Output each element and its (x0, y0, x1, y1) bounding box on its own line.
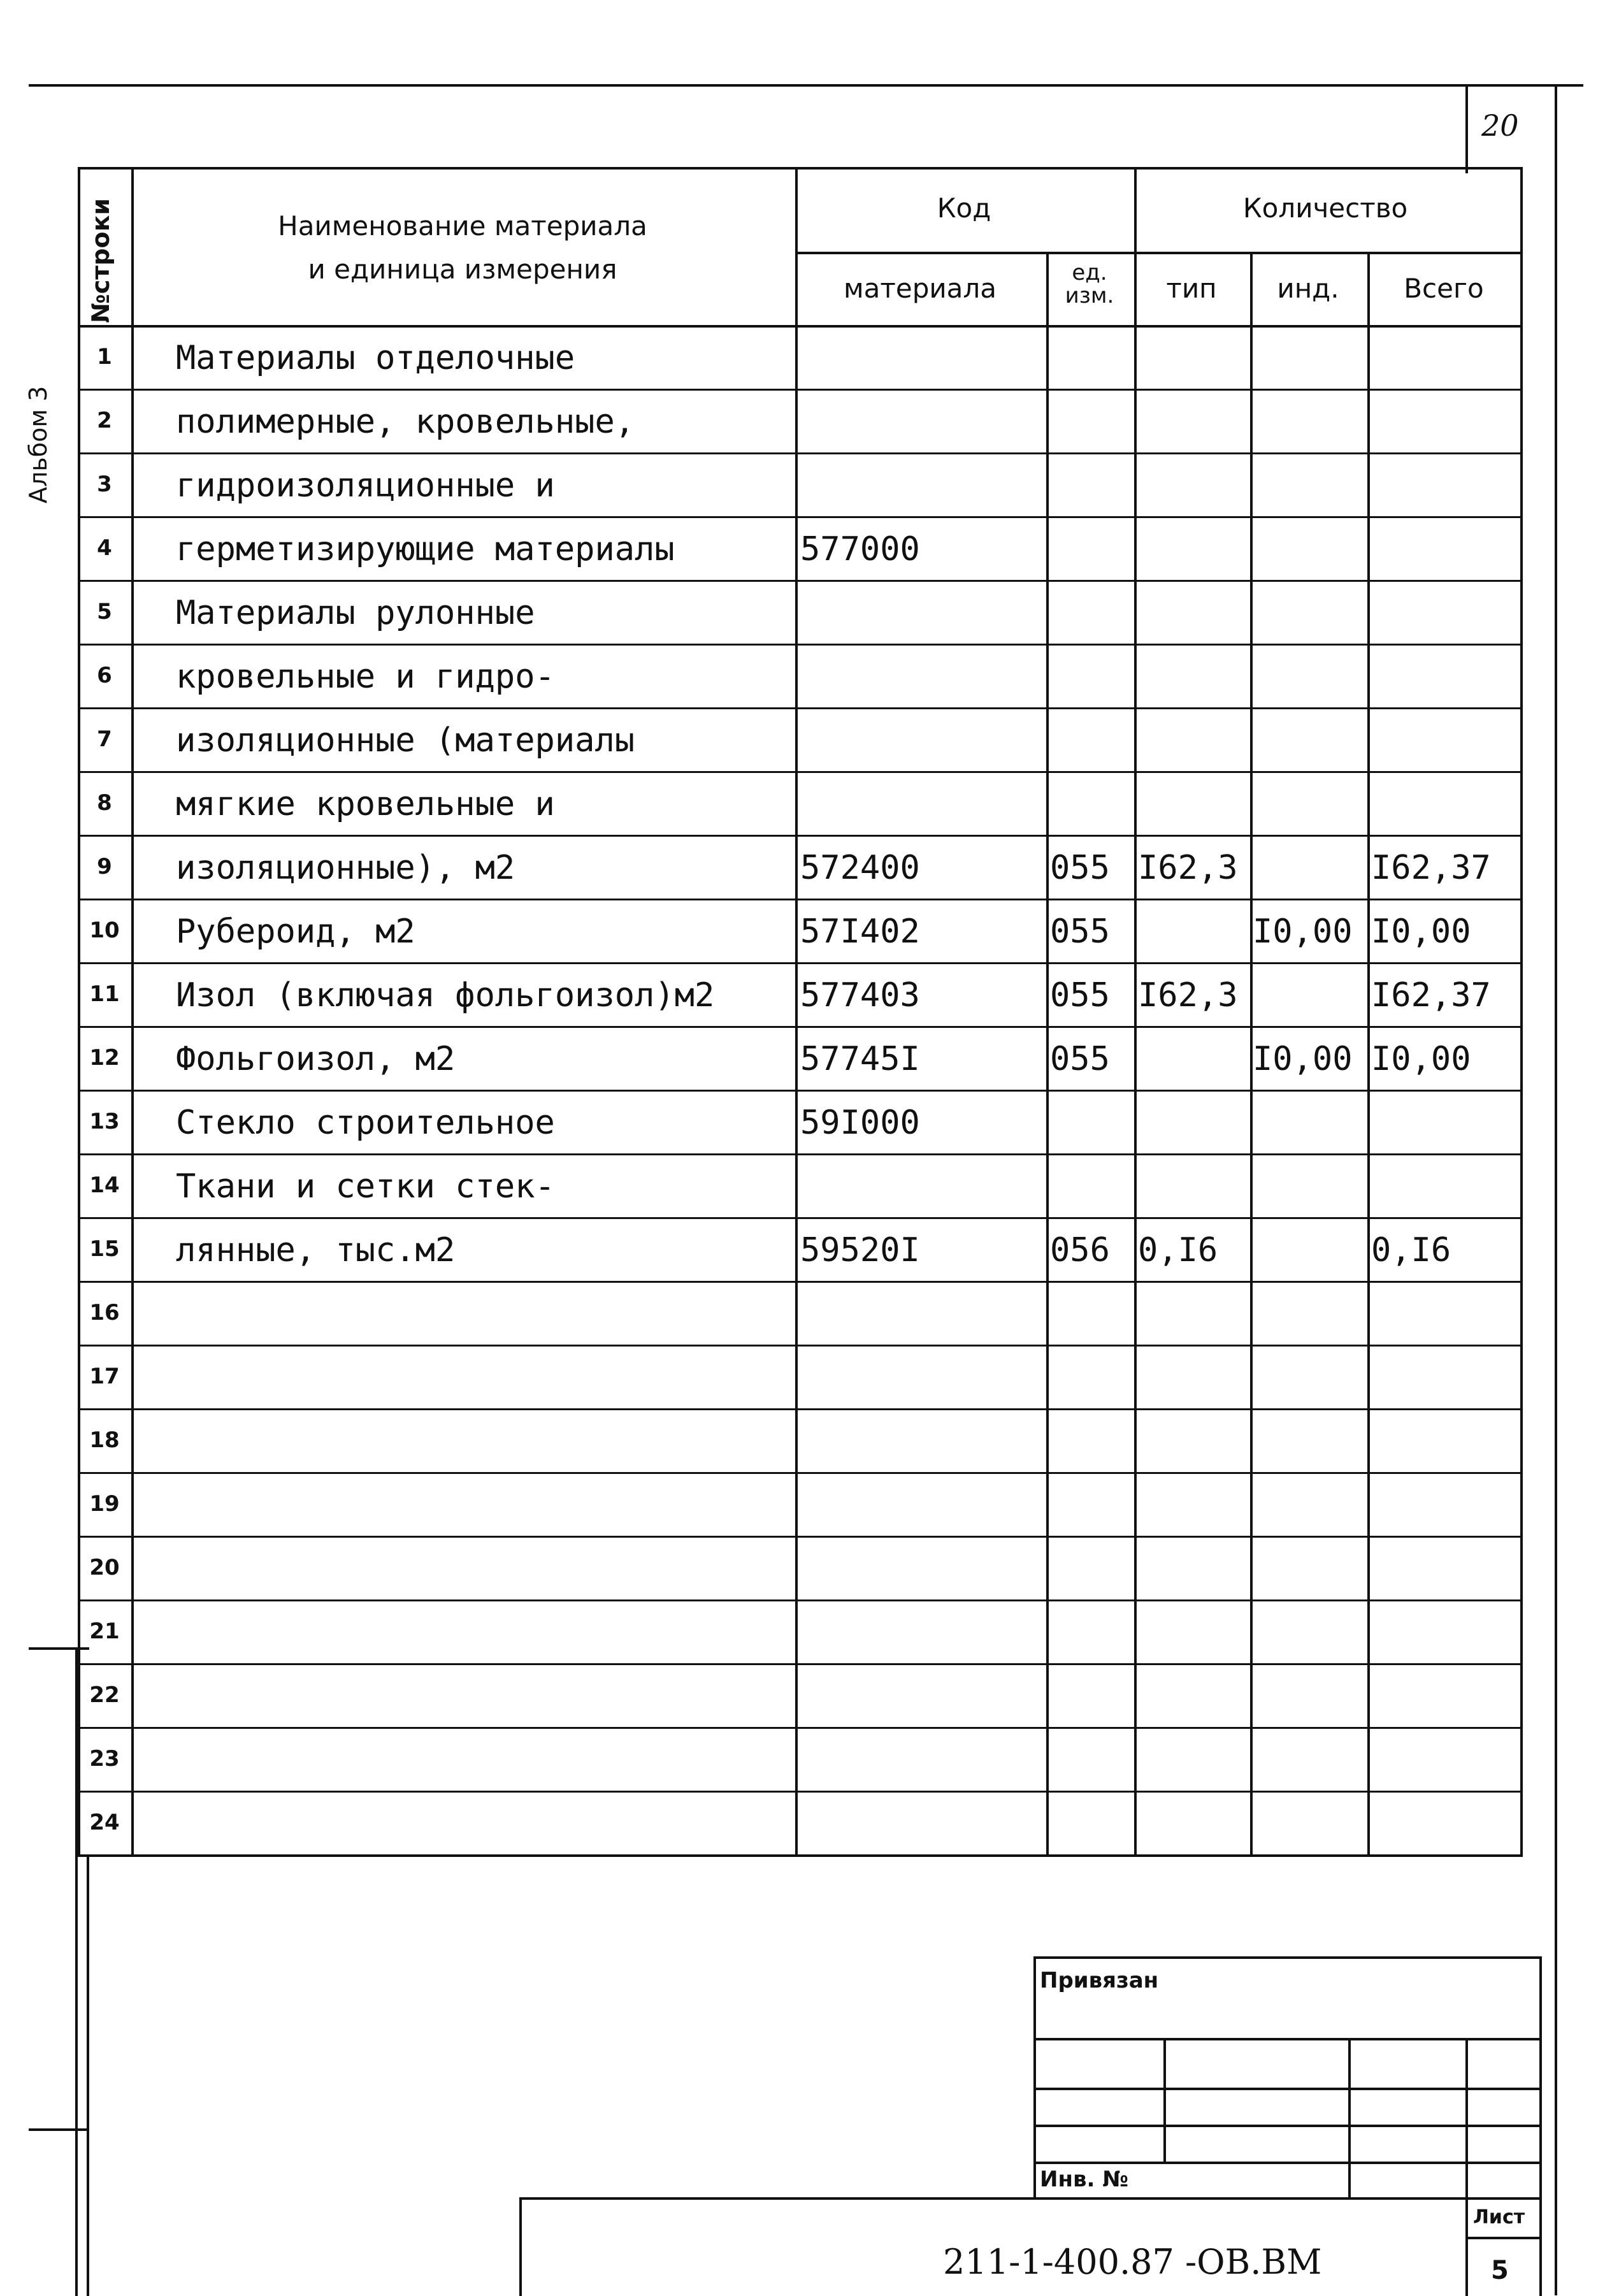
col-line-right (1520, 167, 1523, 1854)
row-material-name: изоляционные (материалы (176, 721, 635, 760)
stamp-sheet-value: 5 (1491, 2256, 1509, 2285)
row-line (78, 1727, 1523, 1729)
row-line (78, 1281, 1523, 1283)
stamp-sheet-line (1465, 2237, 1542, 2239)
row-line (78, 899, 1523, 900)
header-qty-group: Количество (1242, 192, 1408, 224)
stamp-main-left-line (519, 2197, 522, 2296)
header-code-unit (1046, 261, 1133, 307)
row-qty-type: I62,3 (1138, 849, 1238, 887)
row-line (78, 707, 1523, 709)
col-line-qty (1134, 167, 1137, 1854)
margin-strip-line (75, 1647, 78, 2296)
row-line (78, 1599, 1523, 1601)
header-qty-type: тип (1166, 273, 1217, 304)
row-material-name: гидроизоляционные и (176, 466, 555, 505)
header-code-group: Код (937, 192, 991, 224)
row-number: 18 (89, 1427, 120, 1453)
row-material-name: Ткани и сетки стек- (176, 1167, 555, 1206)
row-material-name: кровельные и гидро- (176, 658, 555, 696)
header-name-line2: и единица измерения (308, 254, 617, 285)
row-line (78, 580, 1523, 582)
row-number: 22 (89, 1682, 120, 1708)
row-material-name: Материалы отделочные (176, 339, 575, 377)
header-code-material: материала (843, 273, 997, 304)
row-line (78, 1408, 1523, 1410)
row-unit-code: 055 (1050, 976, 1110, 1014)
row-line (78, 962, 1523, 964)
header-name-line1: Наименование материала (278, 210, 647, 242)
row-number: 9 (97, 854, 112, 879)
row-qty-total: 0,I6 (1371, 1231, 1451, 1269)
row-qty-total: I0,00 (1371, 1040, 1471, 1078)
stamp-inv-label: Инв. № (1040, 2167, 1129, 2192)
row-number: 6 (97, 663, 112, 688)
row-material-code: 577000 (800, 530, 920, 568)
document-code: 211-1-400.87 -ОВ.ВМ (943, 2242, 1322, 2282)
stamp-col-2 (1163, 2038, 1166, 2162)
row-material-name: лянные, тыс.м2 (176, 1231, 456, 1269)
row-material-code: 572400 (800, 849, 920, 887)
header-qty-ind: инд. (1277, 273, 1339, 304)
header-row-no (78, 167, 130, 323)
stamp-bound-label: Привязан (1040, 1968, 1159, 1993)
row-line (78, 1791, 1523, 1793)
row-material-name: мягкие кровельные и (176, 785, 555, 823)
row-material-name: полимерные, кровельные, (176, 403, 635, 441)
row-line (78, 516, 1523, 518)
header-code-unit-line2: изм. (1065, 283, 1114, 308)
row-number: 5 (97, 599, 112, 625)
header-bottom-line (78, 325, 1523, 328)
stamp-right-line (1539, 1956, 1542, 2296)
row-line (78, 452, 1523, 454)
row-material-name: Стекло строительное (176, 1104, 555, 1142)
row-line (78, 1090, 1523, 1092)
row-number: 13 (89, 1109, 120, 1134)
row-number: 2 (97, 408, 112, 433)
row-line (78, 1026, 1523, 1028)
stamp-line-6 (519, 2197, 1542, 2200)
row-number: 23 (89, 1746, 120, 1772)
col-line-name (131, 167, 134, 1854)
row-line (78, 389, 1523, 391)
stamp-sheet-label: Лист (1473, 2206, 1525, 2228)
header-row-no-label: №строки (87, 198, 115, 323)
top-border-line (29, 84, 1583, 87)
row-number: 24 (89, 1810, 120, 1835)
row-line (78, 1217, 1523, 1219)
page-right-border (1555, 84, 1557, 2295)
header-code-unit-line1: ед. (1072, 260, 1107, 285)
row-qty-type: 0,I6 (1138, 1231, 1218, 1269)
sheet-number: 20 (1481, 108, 1519, 143)
row-number: 20 (89, 1555, 120, 1580)
row-qty-ind: I0,00 (1253, 1040, 1353, 1078)
row-qty-total: I0,00 (1371, 913, 1471, 951)
row-material-code: 577403 (800, 976, 920, 1014)
row-number: 19 (89, 1491, 120, 1517)
stamp-left-line (1033, 1956, 1036, 2197)
row-number: 15 (89, 1236, 120, 1262)
stamp-col-4 (1465, 2038, 1468, 2296)
margin-mark-2 (29, 2128, 89, 2131)
row-line (78, 835, 1523, 837)
row-number: 14 (89, 1173, 120, 1198)
row-line (78, 644, 1523, 646)
row-qty-ind: I0,00 (1253, 913, 1353, 951)
col-line-total (1367, 252, 1370, 1854)
margin-mark-1 (29, 1647, 89, 1650)
sheet-number-box-left (1465, 84, 1468, 173)
row-qty-total: I62,37 (1371, 849, 1491, 887)
row-unit-code: 056 (1050, 1231, 1110, 1269)
row-material-code: 59I000 (800, 1104, 920, 1142)
header-mid-line (795, 252, 1523, 254)
row-line (78, 1153, 1523, 1155)
page-left-border (87, 1854, 89, 2296)
row-line (78, 1472, 1523, 1474)
col-line-code (795, 167, 798, 1854)
row-line (78, 1345, 1523, 1347)
row-line (78, 1536, 1523, 1538)
stamp-top-line (1033, 1956, 1542, 1959)
row-number: 10 (89, 918, 120, 943)
row-number: 21 (89, 1619, 120, 1644)
row-line (78, 771, 1523, 773)
row-number: 12 (89, 1045, 120, 1071)
row-material-name: Рубероид, м2 (176, 913, 415, 951)
row-number: 17 (89, 1364, 120, 1389)
row-unit-code: 055 (1050, 913, 1110, 951)
header-qty-total: Всего (1404, 273, 1484, 304)
row-material-name: изоляционные), м2 (176, 849, 515, 887)
row-line (78, 1663, 1523, 1665)
row-number: 1 (97, 344, 112, 370)
row-material-name: Фольгоизол, м2 (176, 1040, 456, 1078)
row-unit-code: 055 (1050, 1040, 1110, 1078)
row-number: 4 (97, 535, 112, 561)
row-material-name: Материалы рулонные (176, 594, 535, 632)
row-unit-code: 055 (1050, 849, 1110, 887)
row-number: 8 (97, 790, 112, 816)
row-material-code: 57745I (800, 1040, 920, 1078)
row-material-name: герметизирующие материалы (176, 530, 675, 568)
table-top-line (78, 167, 1523, 170)
side-album-label: Альбом 3 (24, 386, 52, 503)
row-number: 7 (97, 726, 112, 752)
row-line (78, 1854, 1523, 1857)
row-number: 11 (89, 981, 120, 1007)
row-material-code: 59520I (800, 1231, 920, 1269)
row-material-code: 57I402 (800, 913, 920, 951)
row-number: 3 (97, 472, 112, 497)
row-qty-total: I62,37 (1371, 976, 1491, 1014)
stamp-col-3 (1348, 2038, 1351, 2197)
row-material-name: Изол (включая фольгоизол)м2 (176, 976, 715, 1014)
row-qty-type: I62,3 (1138, 976, 1238, 1014)
col-line-unit (1046, 252, 1049, 1854)
row-number: 16 (89, 1300, 120, 1325)
